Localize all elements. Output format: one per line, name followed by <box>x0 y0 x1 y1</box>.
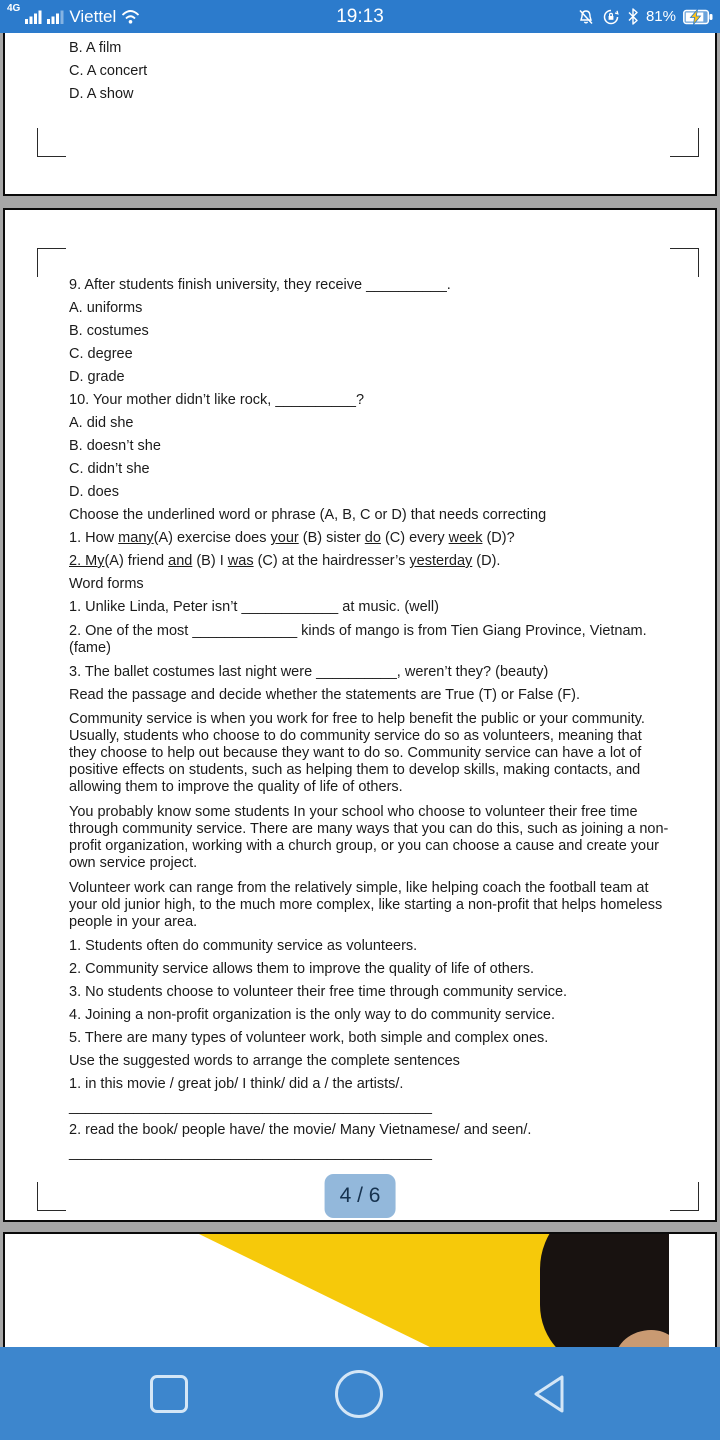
text-segment: 2. read the book/ people have/ the movie/ Many Vietnamese/ and seen/. <box>69 1122 532 1138</box>
text-segment: A. uniforms <box>69 300 143 316</box>
underlined-word: your <box>270 530 299 546</box>
battery-icon <box>683 9 713 25</box>
current-page-text <box>69 278 669 1169</box>
text-segment: A. did she <box>69 415 134 431</box>
underlined-word: and <box>168 553 193 569</box>
bluetooth-icon <box>627 7 639 26</box>
text-segment: _____________________________________________ <box>69 1145 432 1161</box>
text-segment: D. grade <box>69 369 125 385</box>
text-segment: You probably know some students In your school who choose to volunteer their free time through community service. There are many ways that you can do this, such as joining a non-profit organization, working with a church group, or you can choose a cause and create your own service project. <box>69 804 669 871</box>
text-segment: Volunteer work can range from the relatively simple, like helping coach the football team at your old junior high, to the much more complex, like starting a non-profit that helps homeless people in your area. <box>69 880 663 930</box>
text-segment: B. doesn’t she <box>69 438 161 454</box>
crop-mark-icon <box>670 1182 699 1211</box>
clock: 19:13 <box>336 5 384 27</box>
text-segment: (B) I <box>192 553 228 569</box>
doc-line <box>69 1008 669 1023</box>
doc-line <box>69 393 669 408</box>
doc-line <box>69 370 669 385</box>
page-previous <box>3 33 717 196</box>
doc-line <box>69 485 669 500</box>
text-segment: 4. Joining a non-profit organization is the only way to do community service. <box>69 1007 555 1023</box>
text-segment: (C) every <box>380 530 449 546</box>
doc-line <box>69 939 669 954</box>
doc-line <box>69 600 669 615</box>
carrier-label: Viettel <box>69 6 117 26</box>
underlined-word: was <box>227 553 254 569</box>
page-current <box>3 208 717 1222</box>
doc-line <box>69 416 669 431</box>
doc-line <box>69 1077 669 1092</box>
underlined-word: 2. My <box>69 553 105 569</box>
text-segment: 1. Students often do community service as volunteers. <box>69 938 418 954</box>
doc-line <box>69 347 669 362</box>
network-type-label: 4G <box>7 3 21 14</box>
doc-line <box>69 278 669 293</box>
doc-line <box>69 324 669 339</box>
recents-icon <box>150 1375 188 1413</box>
text-segment: Use the suggested words to arrange the complete sentences <box>69 1053 460 1069</box>
text-segment: Community service is when you work for free to help benefit the public or your community. Usually, students who choose to do community service do so as volunteers, meaning that they choose to help out because they want to do so. Community service can have a lot of positive effects on students, such as helping them to develop skills, making contacts, and allowing them to improve the quality of life of others. <box>69 711 645 795</box>
text-segment: 3. The ballet costumes last night were __________, weren’t they? (beauty) <box>69 664 549 680</box>
battery-percent-label: 81% <box>645 8 676 25</box>
underlined-word: week <box>448 530 483 546</box>
back-triangle-icon <box>530 1372 570 1416</box>
text-segment: (B) sister <box>298 530 365 546</box>
text-segment: D. does <box>69 484 119 500</box>
text-segment: (A) friend <box>104 553 169 569</box>
home-button[interactable] <box>335 1370 383 1418</box>
text-segment: Read the passage and decide whether the statements are True (T) or False (F). <box>69 687 580 703</box>
doc-line <box>69 531 669 546</box>
text-segment: Word forms <box>69 576 144 592</box>
doc-line <box>69 688 669 703</box>
crop-mark-icon <box>37 248 66 277</box>
doc-line <box>69 64 669 79</box>
mute-icon <box>577 8 595 26</box>
status-left-cluster <box>7 0 140 33</box>
underlined-word: do <box>364 530 381 546</box>
doc-line <box>69 711 669 796</box>
doc-line <box>69 462 669 477</box>
text-segment: C. A concert <box>69 63 148 79</box>
wifi-icon <box>121 9 140 24</box>
doc-line <box>69 41 669 56</box>
text-segment: C. degree <box>69 346 133 362</box>
page-indicator: 4 / 6 <box>325 1174 396 1218</box>
page-photo <box>199 1234 669 1347</box>
doc-line <box>69 665 669 680</box>
doc-line <box>69 554 669 569</box>
doc-line <box>69 301 669 316</box>
text-segment: (D). <box>472 553 501 569</box>
underlined-word: yesterday <box>409 553 473 569</box>
signal-strength-icon-2 <box>47 10 64 24</box>
navigation-bar <box>0 1347 720 1440</box>
text-segment: B. A film <box>69 40 122 56</box>
previous-page-text <box>69 41 669 110</box>
text-segment: (C) at the hairdresser’s <box>253 553 410 569</box>
text-segment: _____________________________________________ <box>69 1099 432 1115</box>
recents-button[interactable] <box>150 1375 188 1413</box>
rotation-lock-icon <box>602 8 620 26</box>
page-next <box>3 1232 717 1347</box>
text-segment: 10. Your mother didn’t like rock, __________? <box>69 392 365 408</box>
text-segment: Choose the underlined word or phrase (A, B, C or D) that needs correcting <box>69 507 547 523</box>
text-segment: (A) exercise does <box>153 530 271 546</box>
text-segment: 9. After students finish university, they receive __________. <box>69 277 451 293</box>
text-segment: 1. Unlike Linda, Peter isn’t ____________ at music. (well) <box>69 599 439 615</box>
doc-line <box>69 439 669 454</box>
status-bar <box>0 0 720 33</box>
text-segment: C. didn’t she <box>69 461 150 477</box>
doc-line <box>69 962 669 977</box>
doc-line <box>69 1123 669 1138</box>
crop-mark-icon <box>37 1182 66 1211</box>
back-button[interactable] <box>530 1372 570 1416</box>
crop-mark-icon <box>670 128 699 157</box>
status-right-cluster <box>577 0 713 33</box>
text-segment: 1. How <box>69 530 119 546</box>
text-segment: 2. One of the most _____________ kinds of mango is from Tien Giang Province, Vietnam. (fame) <box>69 623 647 656</box>
doc-line <box>69 880 669 931</box>
doc-line <box>69 1146 669 1161</box>
text-segment: B. costumes <box>69 323 149 339</box>
doc-line <box>69 985 669 1000</box>
doc-line <box>69 508 669 523</box>
text-segment: D. A show <box>69 86 134 102</box>
text-segment: 3. No students choose to volunteer their free time through community service. <box>69 984 568 1000</box>
doc-line <box>69 1031 669 1046</box>
signal-strength-icon-1 <box>25 10 42 24</box>
doc-line <box>69 1054 669 1069</box>
text-segment: (D)? <box>482 530 515 546</box>
text-segment: 5. There are many types of volunteer work, both simple and complex ones. <box>69 1030 549 1046</box>
crop-mark-icon <box>670 248 699 277</box>
home-icon <box>335 1370 383 1418</box>
crop-mark-icon <box>37 128 66 157</box>
doc-line <box>69 804 669 872</box>
text-segment: 1. in this movie / great job/ I think/ did a / the artists/. <box>69 1076 404 1092</box>
doc-line <box>69 577 669 592</box>
doc-line <box>69 87 669 102</box>
text-segment: 2. Community service allows them to improve the quality of life of others. <box>69 961 534 977</box>
doc-line <box>69 623 669 657</box>
doc-line <box>69 1100 669 1115</box>
underlined-word: many <box>118 530 154 546</box>
